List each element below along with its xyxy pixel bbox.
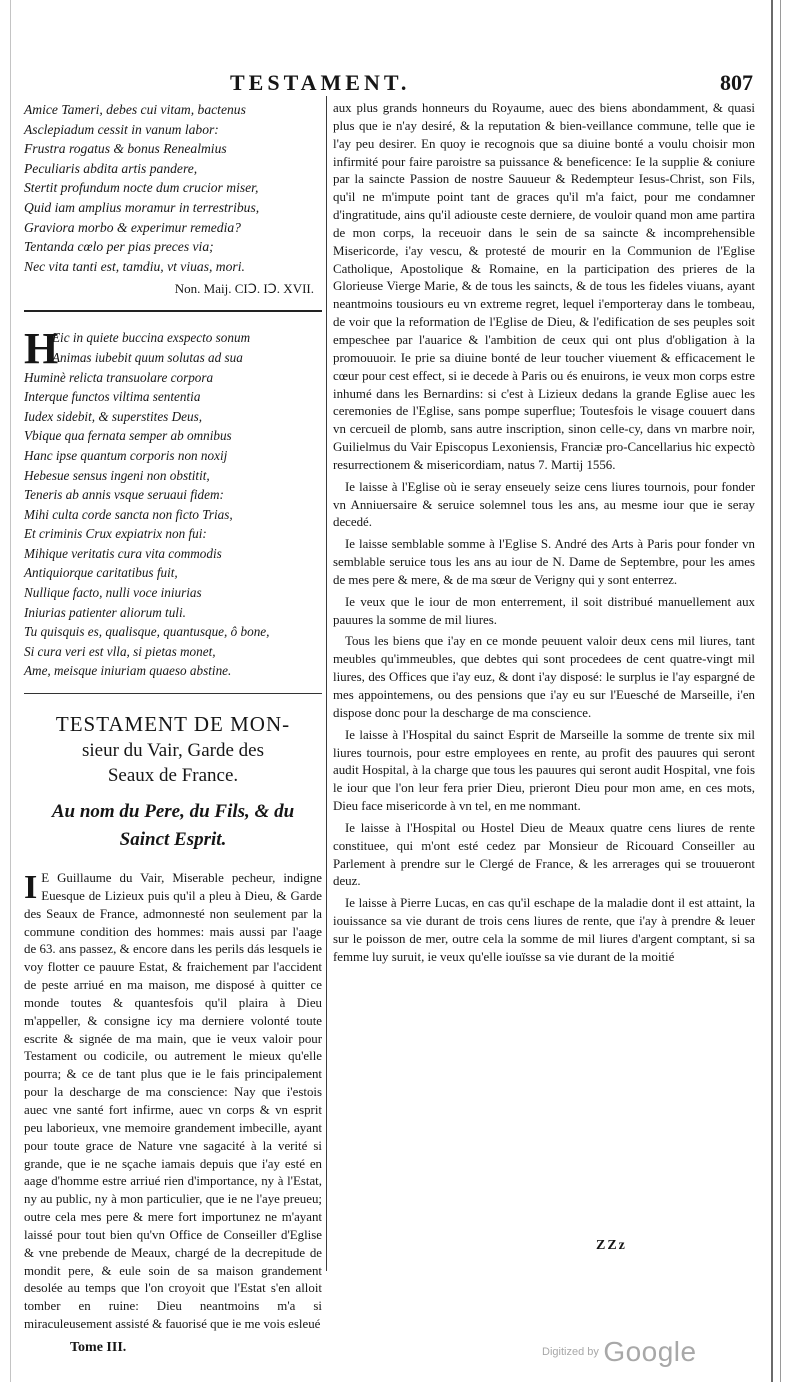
epitaph-line: Iniurias patienter aliorum tuli. bbox=[24, 604, 186, 620]
invocation-line: Au nom du Pere, du Fils, & du bbox=[51, 801, 295, 823]
poem-date: Non. Maij. CIↃ. IↃ. XVII. bbox=[174, 281, 314, 297]
digitization-watermark bbox=[542, 1336, 697, 1368]
latin-epitaph bbox=[24, 324, 322, 681]
section-title-line: Seaux de France. bbox=[107, 765, 239, 787]
column-rule bbox=[326, 96, 327, 1271]
epitaph-line: Mihique veritatis cura vita commodis bbox=[24, 545, 222, 561]
epitaph-line: Iudex sidebit, & superstites Deus, bbox=[24, 408, 203, 424]
page-header bbox=[20, 70, 763, 102]
epitaph-line: Mihi culta corde sancta non ficto Trias, bbox=[24, 506, 233, 522]
epitaph-line: Si cura veri est vlla, si pietas monet, bbox=[24, 643, 216, 659]
paragraph: Ie laisse à l'Hospital du sainct Esprit de Marseille la somme de trente six mil liures tournois, pour estre employees en rente, au profit des pauures qui seront audit Hospital, à la charge que tous les pauures qui seront audit Hospital, vne fois le iour que l'on leur fera prier Dieu, prieront Dieu pour mon ame, en ces mots, Dieu face misericorde à vn tel, en me nommant. bbox=[333, 727, 755, 814]
poem-line: Peculiaris abdita artis pandere, bbox=[24, 160, 198, 176]
section-title: TESTAMENT DE MON- bbox=[55, 712, 291, 737]
paragraph: Ie veux que le iour de mon enterrement, il soit distribué manuellement aux pauures la somme de mil liures. bbox=[333, 594, 755, 627]
invocation-line: Sainct Esprit. bbox=[119, 829, 227, 851]
paragraph: Ie laisse à Pierre Lucas, en cas qu'il eschape de la maladie dont il est attaint, la iouissance sa vie durant de trois cens liures de rente, que i'ay à prendre & leuer sur le poisson de mer, outre cela la somme de mil liures d'argent comptant, si sa femme luy suruit, ie veux qu'elle iouïsse sa vie durant de la moitié bbox=[333, 896, 755, 964]
epitaph-line: Hanc ipse quantum corporis non noxij bbox=[24, 447, 228, 463]
google-logo: Google bbox=[603, 1336, 697, 1367]
signature-mark: ZZz bbox=[596, 1238, 627, 1253]
section-divider bbox=[24, 310, 322, 312]
epitaph-dropcap: H bbox=[24, 324, 59, 374]
poem-line: Asclepiadum cessit in vanum labor: bbox=[24, 121, 219, 137]
section-title-line: sieur du Vair, Garde des bbox=[82, 740, 264, 762]
epitaph-line: Tu quisquis es, qualisque, quantusque, ô bone, bbox=[24, 624, 270, 640]
poem-line: Graviora morbo & experimur remedia? bbox=[24, 219, 241, 235]
epitaph-line: Et criminis Crux expiatrix non fui: bbox=[24, 526, 207, 542]
epitaph-line: Ame, meisque iniuriam quaeso abstine. bbox=[24, 663, 232, 679]
epitaph-line: Hebesue sensus ingeni non obstitit, bbox=[24, 467, 210, 483]
invocation bbox=[24, 798, 322, 854]
paragraph: aux plus grands honneurs du Royaume, auec des biens abondamment, & quasi plus que ie n'ay desiré, & la reputation & bien-veillance commune, telle que ie l'ay peu desirer. En quoy ie recognois que sa diuine bonté a voulu choisir mon infirmité pour faire paroistre sa puissance & beneficence: Ie la supplie & coniure par la saincte Passion de nostre Sauueur & Redempteur Iesus-Christ, son Fils, qu'il ne m'impute point tant de graces qu'il m'a faict, pour me condamner d'ingratitude, ains qu'il adiouste ceste derniere, de vouloir quand mon ame partira de mon corps, la receuoir dans le sein de sa saincte & incomprehensible Misericorde, i'ay vescu, & protesté de mourir en la Communion de l'Eglise Catholique, Apostolique & Romaine, en la participation des prieres de la Glorieuse Vierge Marie, & de tous les saincts, & de tous les fideles viuans, ayant neantmoins tousiours eu vn extreme regret, lequel i'emporteray dans le tombeau, de voir que la reformation de l'Eglise de Dieu, & l'edification de ses peuples soit empeschee par l'auarice & l'ambition de ceux qui ont plus d'obligation à la promouuoir. Ie prie sa diuine bonté de leur toucher viuement & efficacement le cœur pour cest effect, si ie decede à Paris ou és enuirons, ie veux mon corps estre inhumé dans les Bernardins: si c'est à Lizieux dedans la grande Eglise auec les ceremonies de l'Eglise, sans pompe superflue; Toutesfois le visage couuert dans vn cercueil de plomb, sans autre inscription, sinon celle-cy, dans vn marbre noir, Guilielmus du Vair Episcopus Lexoniensis, Franciæ pro-Cancellarius hic expectò resurrectionem & misericordiam, natus 7. Martij 1556. bbox=[333, 101, 755, 472]
testament-continuation bbox=[333, 100, 755, 967]
page-edge-left bbox=[10, 0, 11, 1382]
poem-line: Tentanda cœlo per pias preces via; bbox=[24, 239, 214, 255]
epitaph-line: Huminè relicta transuolare corpora bbox=[24, 369, 214, 385]
epitaph-line: Antiquiorque caritatibus fuit, bbox=[24, 565, 178, 581]
latin-poem bbox=[24, 100, 322, 276]
epitaph-line: Interque functos viltima sententia bbox=[24, 389, 201, 405]
right-column bbox=[333, 100, 755, 967]
poem-line: Frustra rogatus & bonus Renealmius bbox=[24, 141, 227, 157]
poem-line: Stertit profundum nocte dum crucior miser, bbox=[24, 180, 259, 196]
paragraph: Ie laisse à l'Hospital ou Hostel Dieu de Meaux quatre cens liures de rente constituee, qui m'ont esté cedez par Monsieur de Ricouard Conseiller au Parlement à prendre sur le Clergé de France, & les arrerages qui se trouueront deuz. bbox=[333, 820, 755, 889]
epitaph-line: Eic in quiete buccina exspecto sonum bbox=[52, 330, 251, 346]
section-divider bbox=[24, 693, 322, 694]
epitaph-line: Nullique facto, nulli voce iniurias bbox=[24, 585, 202, 601]
epitaph-line: Animas iubebit quum solutas ad sua bbox=[52, 349, 243, 365]
page-edge-right bbox=[771, 0, 773, 1382]
paragraph bbox=[24, 870, 322, 1334]
paragraph: Ie laisse à l'Eglise où ie seray enseuely seize cens liures tournois, pour fonder vn Anniuersaire & seruice solemnel tous les ans, au mesme iour que ie seray decedé. bbox=[333, 479, 755, 530]
paragraph-dropcap: I bbox=[24, 869, 38, 907]
page-number: 807 bbox=[720, 70, 753, 95]
paragraph-text: E Guillaume du Vair, Miserable pecheur, indigne Euesque de Lizieux puis qu'il a pleu à Dieu, & Garde des Seaux de France, admonnesté non seulement par la commune condition des hommes: mais aussi par l'aage de 63. ans passez, & encore dans les perils dás lesquels ie voy flotter ce pauure Estat, & fraichement par l'accident de peste arriué en ma maison, me disposé à quitter ce monde toutes & quantesfois qu'il plaira à Dieu m'appeller, & consigne icy ma derniere volonté toute escrite & signée de ma main, que ie veux valoir pour Testament ou codicile, ou autrement le mieux qu'elle pourra; & ce de tant plus que ie le fais principalement pour la descharge de ma conscience: Nay que i'estois auec vne santé fort infirme, auec vn corps & vn esprit peu laborieux, vne memoire grandement imbecille, ayant pour toute grace de Nature vne sagacité à la verité si grande, que ie ne sçache iamais depuis que i'ay esté en aage d'homme estre arriué rien d'importance, ny à l'Estat, ny au public, ny à mon particulier, que ie ne l'aye preueu; outre cela mes pere & mere fort importunez ne m'ayant laissé pour tout bien qu'vn Office de Conseiller d'Eglise & vne prebende de Meaux, chargé de la decrepitude de mondit pere, & eule soin de sa maison grandement desolée au temps que l'on croyoit que l'Estat s'en alloit tomber en ruine: Dieu neantmoins m'a si miraculeusement assisté & fauorisé que ie me vois esleué bbox=[24, 871, 322, 1332]
poem-line: Amice Tameri, debes cui vitam, bactenus bbox=[24, 102, 246, 117]
epitaph-line: Vbique qua fernata semper ab omnibus bbox=[24, 428, 232, 444]
running-title: TESTAMENT. bbox=[230, 70, 411, 95]
page-edge-right-outer bbox=[780, 0, 781, 1382]
poem-line: Quid iam amplius moramur in terrestribus, bbox=[24, 199, 260, 215]
watermark-prefix: Digitized by bbox=[542, 1346, 599, 1358]
volume-label: Tome III. bbox=[70, 1339, 127, 1355]
testament-opening bbox=[24, 870, 322, 1334]
paragraph: Ie laisse semblable somme à l'Eglise S. André des Arts à Paris pour fonder vn semblable seruice tous les ans au iour de N. Dame de Septembre, pour les ames de mes pere & mere, & de ma sœur de Verigny qui y sont enterrez. bbox=[333, 537, 755, 587]
epitaph-line: Teneris ab annis vsque seruaui fidem: bbox=[24, 487, 224, 503]
paragraph: Tous les biens que i'ay en ce monde peuuent valoir deux cens mil liures, tant meubles qu'immeubles, que debtes qui sont procedees de cent quatre-vingt mil liures, des Offices que i'ay euz, & dont i'ay disposé: le surplus ie l'ay espargné de mes appointemens, ou des pensions que i'ay eu sur l'Euesché de Marseille, i'en dispose donc pour la descharge de ma conscience. bbox=[333, 634, 755, 720]
poem-line: Nec vita tanti est, tamdiu, vt viuas, mori. bbox=[24, 258, 245, 274]
left-column bbox=[24, 100, 322, 1356]
